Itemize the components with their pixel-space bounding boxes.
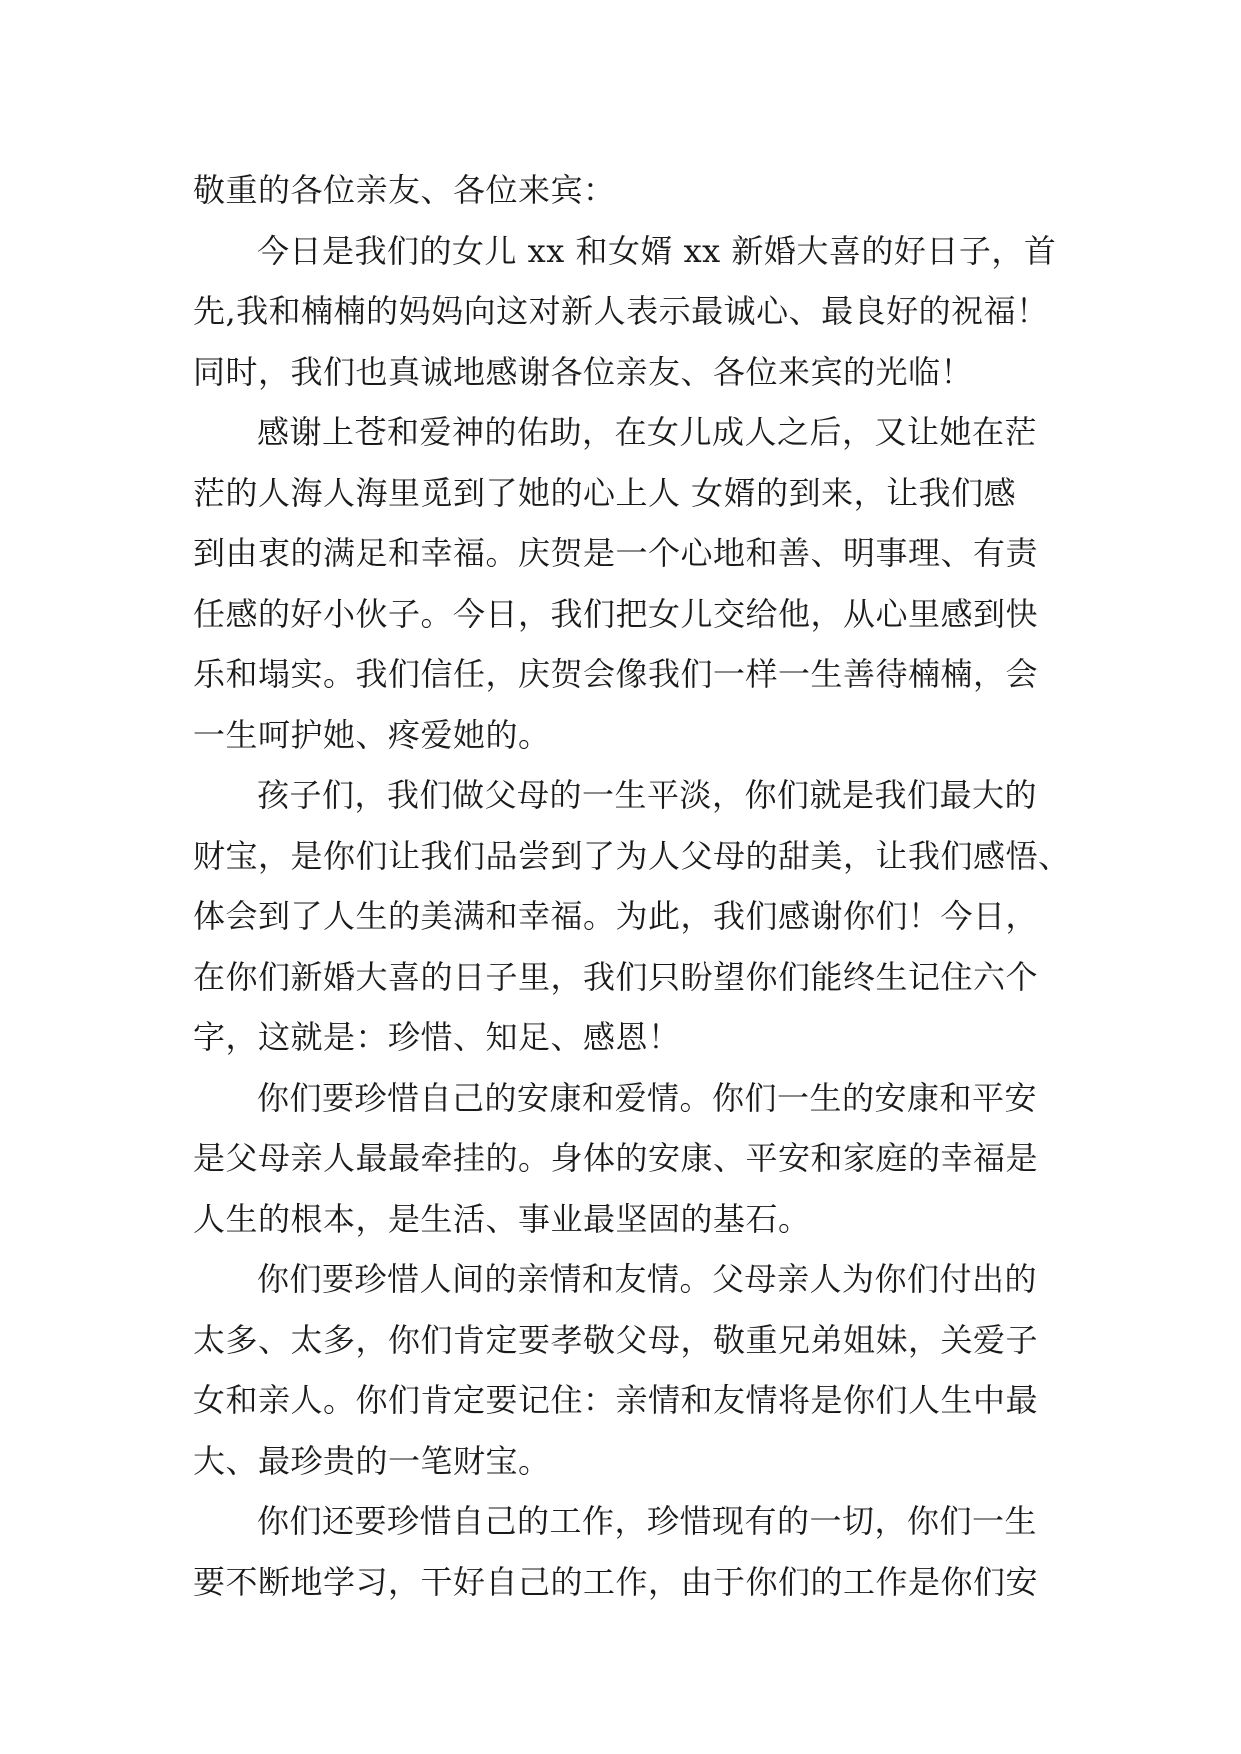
paragraph-line: 你们还要珍惜自己的工作，珍惜现有的一切，你们一生 [257, 1502, 1038, 1540]
paragraph-line: 先,我和楠楠的妈妈向这对新人表示最诚心、最良好的祝福！ [193, 292, 1049, 330]
paragraph-line: 同时，我们也真诚地感谢各位亲友、各位来宾的光临！ [193, 352, 974, 391]
paragraph-line: 人生的根本，是生活、事业最坚固的基石。 [193, 1199, 811, 1238]
paragraph-line: 要不断地学习，干好自己的工作，由于你们的工作是你们安 [193, 1562, 1039, 1601]
paragraph-line: 财宝，是你们让我们品尝到了为人父母的甜美，让我们感悟、 [193, 836, 1071, 875]
paragraph-line: 感谢上苍和爱神的佑助，在女儿成人之后，又让她在茫 [257, 413, 1038, 451]
salutation-line: 敬重的各位亲友、各位来宾： [193, 171, 616, 209]
paragraph-line: 茫的人海人海里觅到了她的心上人 女婿的到来，让我们感 [193, 473, 1017, 512]
paragraph-line: 一生呵护她、疼爱她的。 [193, 715, 551, 754]
paragraph-line: 孩子们，我们做父母的一生平淡，你们就是我们最大的 [257, 776, 1038, 814]
paragraph-line: 大、最珍贵的一笔财宝。 [193, 1441, 551, 1480]
paragraph-line: 你们要珍惜自己的安康和爱情。你们一生的安康和平安 [257, 1078, 1038, 1117]
paragraph-line: 你们要珍惜人间的亲情和友情。父母亲人为你们付出的 [257, 1260, 1038, 1298]
paragraph-line: 到由衷的满足和幸福。庆贺是一个心地和善、明事理、有责 [193, 534, 1039, 572]
paragraph-line: 乐和塌实。我们信任，庆贺会像我们一样一生善待楠楠，会 [193, 655, 1039, 693]
paragraph-line: 是父母亲人最最牵挂的。身体的安康、平安和家庭的幸福是 [193, 1139, 1039, 1177]
paragraph-line: 体会到了人生的美满和幸福。为此，我们感谢你们！今日， [193, 897, 1039, 935]
speech-text [193, 160, 1071, 1612]
paragraph-line: 任感的好小伙子。今日，我们把女儿交给他，从心里感到快 [193, 594, 1039, 633]
paragraph-line: 字，这就是：珍惜、知足、感恩！ [193, 1018, 681, 1056]
paragraph-line: 太多、太多，你们肯定要孝敬父母，敬重兄弟姐妹，关爱子 [193, 1320, 1039, 1359]
paragraph-line: 女和亲人。你们肯定要记住：亲情和友情将是你们人生中最 [193, 1381, 1039, 1419]
paragraph-line: 今日是我们的女儿 xx 和女婿 xx 新婚大喜的好日子，首 [257, 231, 1057, 270]
paragraph-line: 在你们新婚大喜的日子里，我们只盼望你们能终生记住六个 [193, 957, 1039, 996]
